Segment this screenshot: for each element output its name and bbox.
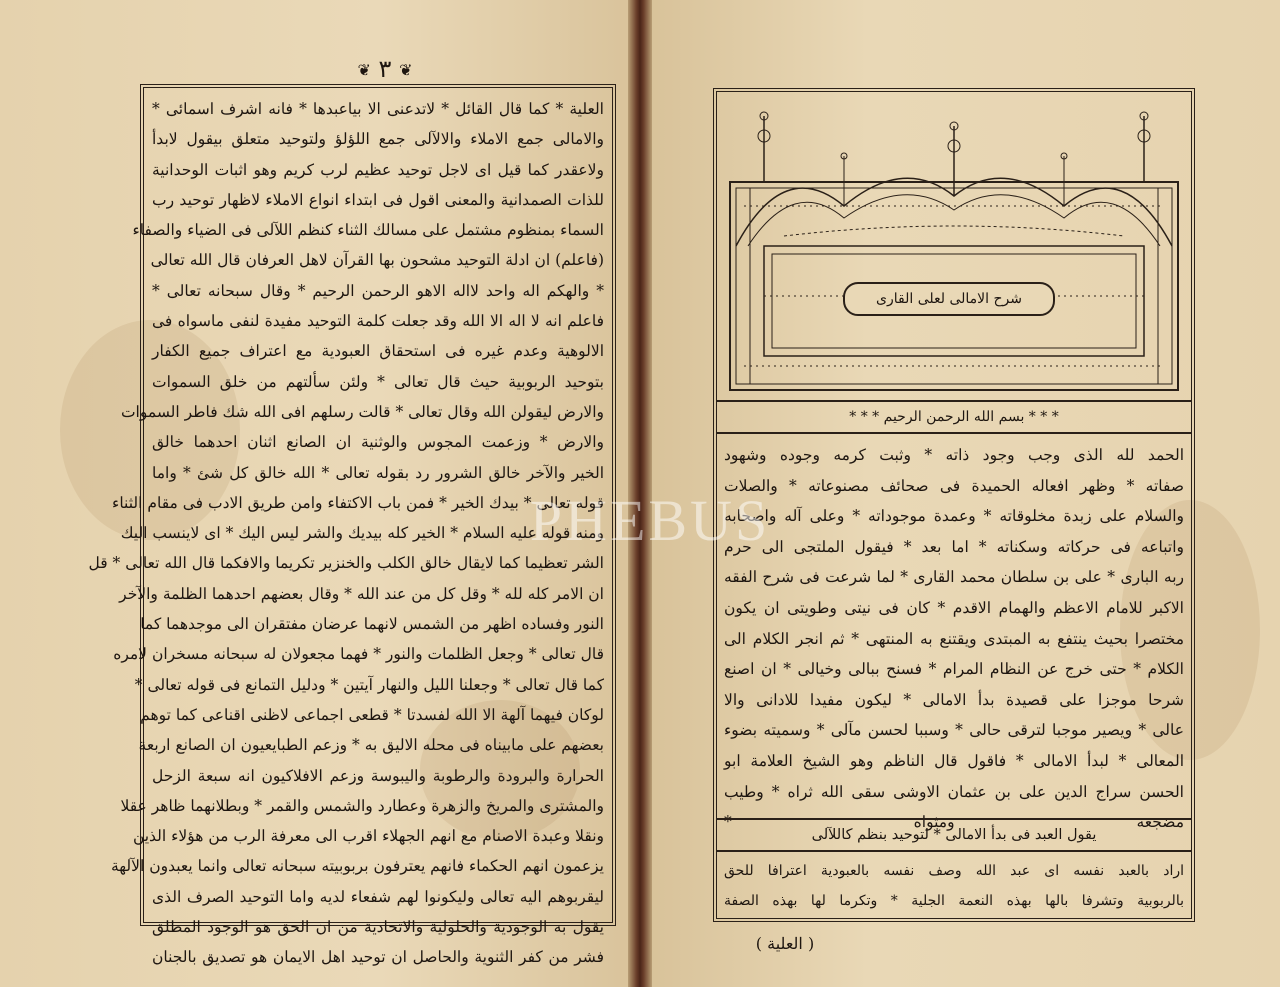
book-title: شرح الامالى لعلى القارى: [843, 282, 1055, 316]
right-body-text: [724, 440, 1184, 838]
text-line: العلية * كما قال القائل * لاتدعنى الا بياعبدها * فانه اشرف اسمائى *: [152, 100, 604, 118]
ornamental-headpiece: [724, 96, 1184, 396]
text-line: اراد بالعبد نفسه اى عبد الله وصف نفسه بالعبودية اعترافا للحق: [724, 863, 1184, 879]
text-line: فشر من كفر الثنوية والحاصل ان توحيد اهل الايمان هو تصديق بالجنان: [152, 948, 604, 967]
text-line: ولاعقدر كما قيل اى لاجل توحيد عظيم لرب كريم وهو اثبات الوحدانية: [152, 160, 604, 179]
text-line: الكلام * حتى خرج عن النظام المرام * فسنح ببالى وخيالى * ان اصنع: [724, 660, 1184, 679]
text-line: ان الامر كله لله * وقل كل من عند الله * وقال بعضهم احدهما الظلمة والآخر: [119, 584, 604, 603]
text-line: الخير والآخر خالق الشرور رد بقوله تعالى * الله خالق كل شئ * واما: [152, 463, 604, 482]
text-line: الحرارة والبرودة والرطوبة واليبوسة وزعم الافلاكيون انه سبعة الزحل: [152, 766, 604, 785]
text-line: * والهكم اله واحد لااله الاهو الرحمن الرحيم * وقال سبحانه تعالى *: [152, 281, 604, 300]
text-line: المعالى * لبدأ الامالى * فاقول قال الناظم وهو الشيخ العلامة ابو: [724, 751, 1184, 770]
text-line: بعضهم على مابيناه فى محله الاليق به * وزعم الطبايعيون ان الصانع اربعة: [138, 736, 604, 755]
text-line: الالوهية وعدم غيره فى استحقاق العبودية مع اعتراف جميع الكفار: [152, 342, 604, 361]
text-line: النور وفساده اظهر من الشمس لانهما عرضان مفتقران الى موجدهما كما: [140, 615, 604, 634]
page-number-value: ٣: [378, 55, 392, 83]
book-gutter: [628, 0, 652, 987]
text-line: فاعلم انه لا اله الا الله وقد جعلت كلمة التوحيد مفيدة لنفى ماسواه فى: [152, 312, 604, 331]
text-line: يزعمون انهم الحكماء فانهم يعترفون بربوبيته سبحانه تعالى وانما يعبدون الآلهة: [110, 857, 604, 876]
text-line: لوكان فيهما آلهة الا الله لفسدتا * قطعى اجماعى لاظنى اقناعى كما توهم: [140, 705, 604, 724]
catchword: ( العلية ): [755, 934, 815, 953]
text-line: (فاعلم) ان ادلة التوحيد مشحون بها القرآن لاهل العرفان قال الله تعالى: [150, 251, 604, 270]
text-line: والمشترى والمريخ والزهرة وعطارد والشمس والقمر * وبطلانهما ظاهر عقلا: [120, 796, 604, 815]
ornament-icon: ❦: [357, 60, 371, 80]
text-line: والارض * وزعمت المجوس والوثنية ان الصانع اثنان احدهما خالق: [152, 433, 604, 452]
text-line: والامالى جمع الاملاء والالآلى جمع اللؤلؤ ولتوحيد متعلق بيقول لابدأ: [152, 130, 604, 149]
text-line: السماء بمنظوم مشتمل على مسالك الثناء كنظم اللآلى فى الضياء والصفاء: [132, 221, 604, 240]
text-line: الحسن سراج الدين على بن عثمان الاوشى سقى الله ثراه * وطيب: [724, 782, 1184, 801]
text-line: واتباعه فى حركاته وسكناته * اما بعد * فيقول الملتجى الى حرم: [724, 537, 1184, 556]
text-line: قال تعالى * وجعل الظلمات والنور * فهما مجعولان له سبحانه مسخران لامره: [113, 645, 604, 664]
page-number: [330, 54, 440, 84]
text-line: ومنه قوله عليه السلام * الخير كله بيديك والشر ليس اليك * اى لاينسب اليك: [120, 524, 604, 543]
watermark: PHEBUS: [529, 488, 771, 553]
text-line: قوله تعالى * بيدك الخير * فمن باب الاكتفاء وامن طريق الادب فى مقام الثناء: [112, 493, 604, 512]
text-line: الشر تعظيما كما لايقال خالق الكلب والخنزير تكريما والافكما قال الله تعالى * قل: [88, 554, 604, 573]
text-line: الاكبر للامام الاعظم والهمام الاقدم * كان فى نيتى وطويتى ان يكون: [724, 598, 1184, 617]
ornament-icon: ❦: [399, 60, 413, 80]
text-line: شرحا موجزا على قصيدة بدأ الامالى * ليكون مفيدا للادانى والا: [724, 690, 1184, 709]
text-line: مختصرا بحيث ينتفع به المبتدى ويقتنع به المنتهى * ثم انجر الكلام الى: [724, 629, 1184, 648]
text-line: عالى * ويصير موجبا لترقى حالى * وسببا لحسن مآلى * وسميته بضوء: [724, 721, 1184, 740]
left-text-block: [88, 94, 604, 973]
basmala-line: * * * بسم الله الرحمن الرحيم * * *: [716, 400, 1192, 434]
text-line: ونقلا وعبدة الاصنام مع انهم الجهلاء اقرب الى معرفة الرب من هؤلاء الذين: [132, 827, 604, 846]
text-line: والسلام على زبدة مخلوقاته * وعمدة موجوداته * وعلى آله واصحابه: [724, 507, 1184, 526]
right-bottom-text: [724, 856, 1184, 916]
text-line: كما قال تعالى * وجعلنا الليل والنهار آيتين * ودليل التمانع فى قوله تعالى *: [134, 675, 604, 694]
text-line: الحمد لله الذى وجب وجود ذاته * وثبت كرمه وجوده وشهود: [724, 446, 1184, 464]
text-line: بالربوبية وتشرفا بالها بهذه النعمة الجلية * وتكرما لها بهذه الصفة: [724, 893, 1184, 909]
text-line: والارض ليقولن الله وقال تعالى * قالت رسلهم افى الله شك فاطر السموات: [120, 402, 604, 421]
verse-line: يقول العبد فى بدأ الامالى * لتوحيد بنظم كاللآلى: [716, 818, 1192, 852]
text-line: صفاته * وظهر افعاله الحميدة فى صحائف مصنوعاته * والصلات: [724, 476, 1184, 495]
text-line: يقول به الوجودية والحلولية والاتحادية من ان الحق هو الوجود المطلق: [152, 918, 604, 937]
text-line: بتوحيد الربوبية حيث قال تعالى * ولئن سألتهم من خلق السموات: [152, 372, 604, 391]
text-line: ليقربوهم اليه تعالى وليكونوا لهم شفعاء لديه واما التوحيد الصرف الذى: [152, 887, 604, 906]
text-line: مضجعه ومثواه *: [724, 813, 1184, 832]
text-line: للذات الصمدانية والمعنى اقول فى ابتداء انواع الاملاء لاظهار توحيد رب: [152, 190, 604, 209]
text-line: ربه البارى * على بن سلطان محمد القارى * لما شرعت فى شرح الفقه: [724, 568, 1184, 587]
